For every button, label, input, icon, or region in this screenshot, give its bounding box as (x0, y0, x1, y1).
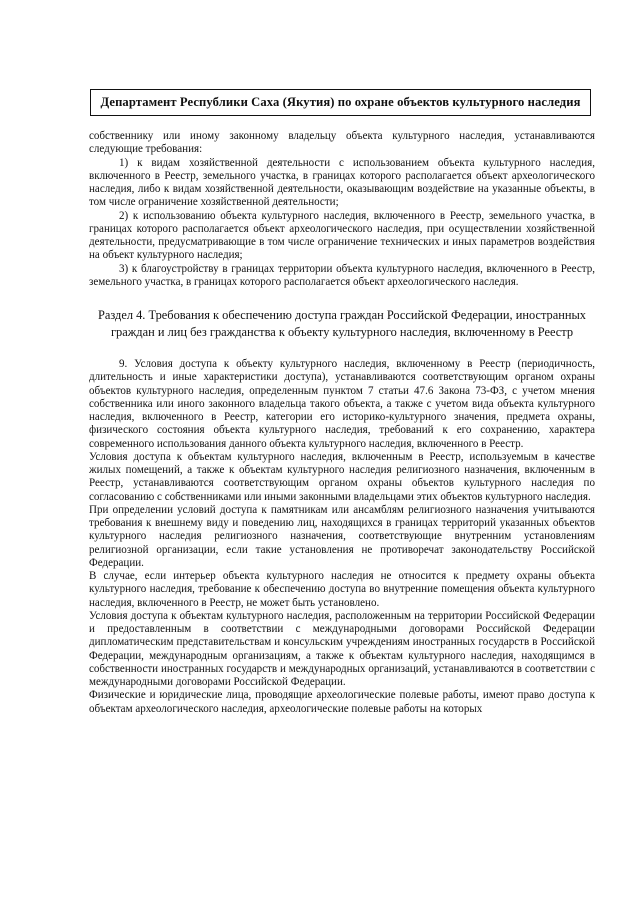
department-title: Департамент Республики Саха (Якутия) по охране объектов культурного наследия (100, 95, 581, 109)
paragraph: 9. Условия доступа к объекту культурного наследия, включенному в Реестр (периодичность, длительность и иные характеристики доступа), устанавливаются соответствующим органом охраны объектов культурного наследия, определенным пунктом 7 статьи 47.6 Закона 73-ФЗ, с учетом мнения собственника или иного законного владельца такого объекта, а также с учетом вида объекта культурного наследия, включенного в Реестр, категории его историко-культурного значения, предмета охраны, физического состояния объекта культурного наследия, требований к его сохранению, характера современного использования данного объекта культурного наследия, включенного в Реестр. (89, 358, 595, 450)
requirement-item-2: 2) к использованию объекта культурного наследия, включенного в Реестр, земельного участка, в границах которого располагается объект археологического наследия, при осуществлении хозяйственной деятельности, предусматривающие в том числе ограничение технических и иных параметров воздействия на объект культурного наследия; (89, 209, 595, 262)
paragraph: При определении условий доступа к памятникам или ансамблям религиозного назначения учитываются требования к внешнему виду и поведению лиц, находящихся в границах территорий указанных объектов культурного наследия религиозного назначения, соответствующие внутренним установлениям религиозной организации, если такие установления не противоречат законодательству Российской Федерации. (89, 503, 595, 569)
paragraph: Условия доступа к объектам культурного наследия, включенным в Реестр, используемым в качестве жилых помещений, а также к объектам культурного наследия религиозного назначения, включенным в Реестр, устанавливаются соответствующим органом охраны объектов культурного наследия по согласованию с собственниками или иными законными владельцами этих объектов культурного наследия. (89, 450, 595, 503)
paragraph: В случае, если интерьер объекта культурного наследия не относится к предмету охраны объекта культурного наследия, требование к обеспечению доступа во внутренние помещения объекта культурного наследия, включенного в Реестр, не может быть установлено. (89, 570, 595, 609)
requirement-item-3: 3) к благоустройству в границах территории объекта культурного наследия, включенного в Реестр, земельного участка, в границах которого располагается объект археологического наследия. (89, 262, 595, 288)
section-4-title: Раздел 4. Требования к обеспечению доступа граждан Российской Федерации, иностранных граждан и лиц без гражданства к объекту культурного наследия, включенному в Реестр (97, 308, 587, 339)
requirement-item-1: 1) к видам хозяйственной деятельности с использованием объекта культурного наследия, включенного в Реестр, земельного участка, в границах которого располагается объект археологического наследия, либо к видам хозяйственной деятельности, оказывающим воздействие на указанные объекты, в том числе ограничение хозяйственной деятельности; (89, 156, 595, 209)
document-body (89, 130, 595, 716)
paragraph: собственнику или иному законному владельцу объекта культурного наследия, устанавливаются следующие требования: (89, 130, 595, 156)
paragraph: Физические и юридические лица, проводящие археологические полевые работы, имеют право доступа к объектам археологического наследия, археологические полевые работы на которых (89, 689, 595, 715)
paragraph: Условия доступа к объектам культурного наследия, расположенным на территории Российской Федерации и предоставленным в соответствии с международными договорами Российской Федерации дипломатическим представительствам и консульским учреждениям иностранных государств в Российской Федерации, международным организациям, а также к объектам культурного наследия, находящимся в собственности иностранных государств и международных организаций, устанавливаются в соответствии с международными договорами Российской Федерации. (89, 609, 595, 688)
department-header (90, 89, 591, 116)
